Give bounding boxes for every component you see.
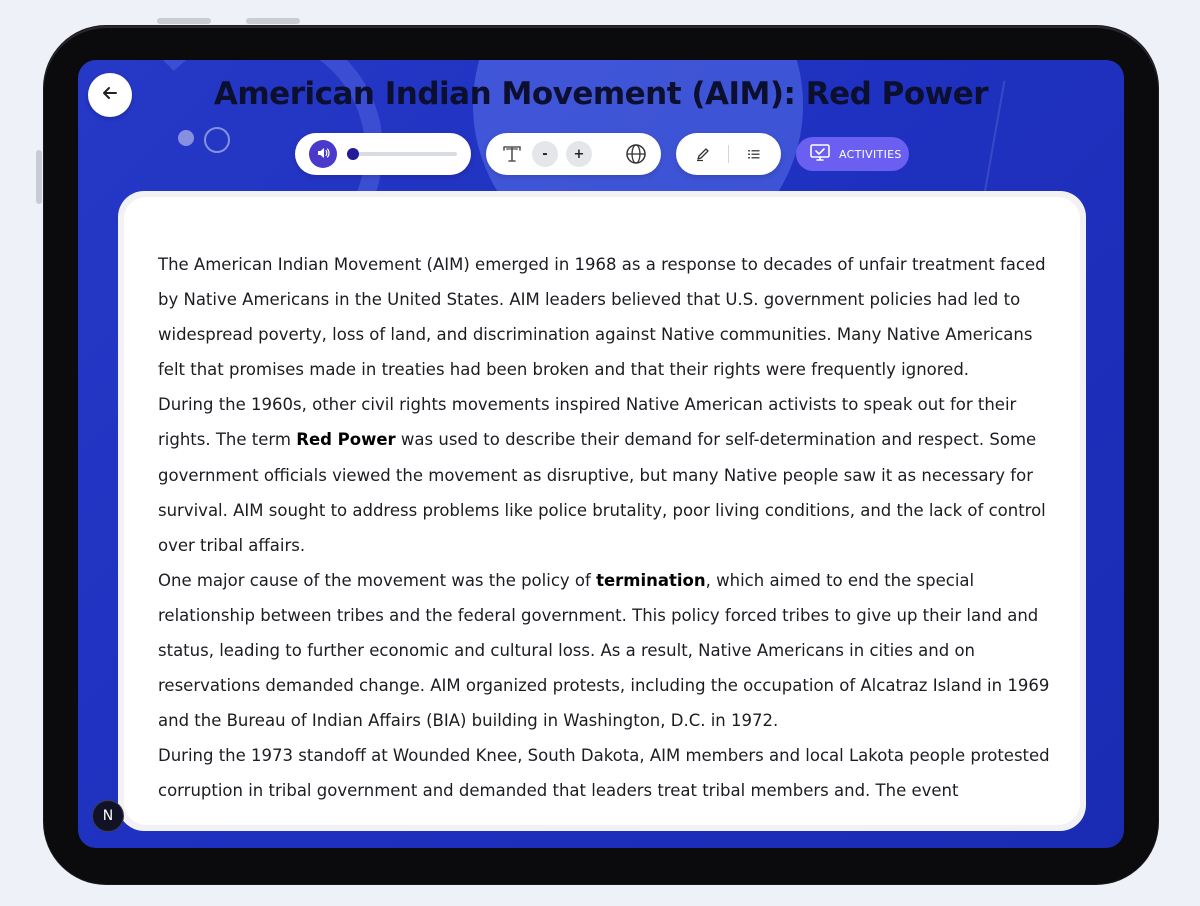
app-badge[interactable]: N xyxy=(92,800,124,832)
reading-tools xyxy=(676,133,781,175)
article-body[interactable] xyxy=(124,197,1080,825)
pen-icon[interactable] xyxy=(694,145,712,163)
article-reader xyxy=(118,191,1086,831)
audio-progress-slider[interactable] xyxy=(347,152,457,156)
device-side-button xyxy=(36,150,42,204)
activities-button[interactable] xyxy=(796,137,909,171)
paragraph xyxy=(158,387,1060,562)
paragraph: During the 1973 standoff at Wounded Knee, South Dakota, AIM members and local Lakota people protested corruption in tribal government and demanded that leaders treat tribal members and. The event xyxy=(158,746,1050,801)
volume-icon xyxy=(316,145,330,164)
font-increase-button[interactable]: + xyxy=(566,141,592,167)
activities-label: ACTIVITIES xyxy=(839,147,902,161)
play-audio-button[interactable] xyxy=(309,140,337,168)
text-controls xyxy=(486,133,661,175)
decorative-dot xyxy=(178,130,194,146)
text-span: was used to describe their demand for self-determination and respect. Some government officials viewed the movement as disruptive, but many Native people saw it as necessary for survival. AIM sought to address problems like police brutality, poor living conditions, and the lack of control over tribal affairs. xyxy=(158,430,1046,555)
paragraph xyxy=(158,563,1060,738)
bold-term: Red Power xyxy=(296,430,396,450)
list-icon[interactable] xyxy=(745,145,763,163)
font-decrease-button[interactable]: - xyxy=(532,141,558,167)
globe-icon[interactable] xyxy=(625,143,647,165)
tool-divider xyxy=(728,145,729,163)
bold-term: termination xyxy=(596,570,706,590)
paragraph: The American Indian Movement (AIM) emerged in 1968 as a response to decades of unfair treatment faced by Native Americans in the United States. AIM leaders believed that U.S. government policies had led to widespread poverty, loss of land, and discrimination against Native communities. Many Native Americans felt that promises made in treaties had been broken and that their rights were frequently ignored. xyxy=(158,255,1046,380)
audio-progress-knob[interactable] xyxy=(347,148,359,160)
decorative-ring-dot xyxy=(204,127,230,153)
app-screen xyxy=(78,60,1124,848)
monitor-check-icon xyxy=(809,143,831,166)
font-size-icon[interactable] xyxy=(500,142,524,166)
audio-player xyxy=(295,133,471,175)
text-span: During the 1960s, other civil rights movements inspired Native American activists to speak out for their rights. The term xyxy=(158,395,1017,450)
text-span: One major cause of the movement was the policy of xyxy=(158,570,597,590)
device-power-button xyxy=(246,18,300,24)
page-title: American Indian Movement (AIM): Red Power xyxy=(213,76,989,112)
device-volume-button xyxy=(157,18,211,24)
text-span: , which aimed to end the special relationship between tribes and the federal government. This policy forced tribes to give up their land and status, leading to further economic and cultural loss. As a result, Native Americans in cities and on reservations demanded change. AIM organized protests, including the occupation of Alcatraz Island in 1969 and the Bureau of Indian Affairs (BIA) building in Washington, D.C. in 1972. xyxy=(158,570,1050,731)
